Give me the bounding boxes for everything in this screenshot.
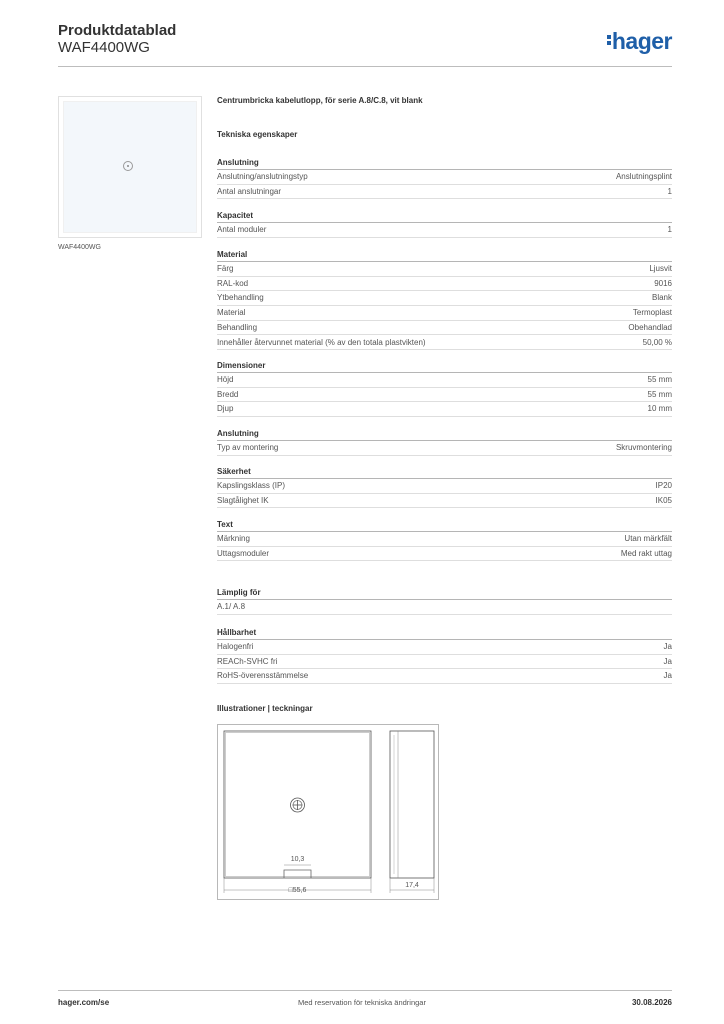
spec-label: Bredd [217,389,239,399]
spec-label: REACh-SVHC fri [217,656,278,666]
section-title: Dimensioner [217,360,672,373]
spec-value: 1 [667,225,672,234]
spec-value: Skruvmontering [615,443,672,452]
spec-row [217,291,672,306]
spec-label: Behandling [217,322,258,332]
spec-label: Höjd [217,375,234,384]
spec-row [217,170,672,185]
product-description: Centrumbricka kabelutlopp, för serie A.8/C.8, vit blank [217,96,423,105]
spec-label: Antal anslutningar [217,186,282,196]
spec-label: Ytbehandling [217,293,264,303]
section-title: Anslutning [217,428,672,441]
spec-label: RAL-kod [217,278,249,288]
spec-row [217,600,672,615]
header-title: Produktdatablad [58,22,177,39]
spec-label: RoHS-överensstämmelse [217,671,309,681]
spec-label: Uttagsmoduler [217,548,270,558]
spec-row [217,185,672,200]
spec-label: Material [217,308,246,318]
footer-divider [58,990,672,991]
dimension-depth-label: 17,4 [405,882,419,889]
spec-value: Utan märkfält [624,534,672,543]
spec-row [217,402,672,417]
spec-value: 55 mm [647,375,672,384]
spec-row [217,547,672,562]
section-title: Text [217,519,672,532]
spec-label: Kapslingsklass (IP) [217,481,286,490]
footer-website[interactable]: hager.com/se [58,998,110,1007]
spec-row [217,640,672,655]
spec-label: Antal moduler [217,225,267,234]
header-product-code: WAF4400WG [58,39,150,56]
spec-label: Djup [217,404,234,414]
cable-outlet-icon [123,161,133,171]
spec-row [217,373,672,388]
illustrations-title: Illustrationer | teckningar [217,704,313,713]
spec-value: Termoplast [632,308,672,318]
spec-value: Ljusvit [649,264,672,273]
spec-value: 55 mm [647,389,672,399]
spec-value: IK05 [655,495,672,505]
spec-label: Slagtålighet IK [217,495,269,505]
section-title: Säkerhet [217,466,672,479]
front-view-drawing [224,731,371,893]
spec-value: 9016 [654,278,672,288]
spec-row [217,223,672,238]
section-title: Anslutning [217,157,672,170]
hager-logo: hager [607,28,672,55]
spec-value: 10 mm [647,404,672,414]
spec-row [217,669,672,684]
spec-label: A.1/ A.8 [217,602,246,611]
spec-row [217,494,672,509]
dimension-slot-label: 10,3 [290,856,305,863]
product-photo [58,96,202,238]
spec-label: Anslutning/anslutningstyp [217,172,308,181]
spec-label: Halogenfri [217,642,254,651]
spec-value: Ja [663,671,672,681]
technical-heading: Tekniska egenskaper [217,130,298,139]
spec-label: Innehåller återvunnet material (% av den totala plastvikten) [217,337,426,347]
product-photo-caption: WAF4400WG [58,244,101,251]
header-divider [58,66,672,67]
spec-row [217,306,672,321]
spec-row [217,441,672,456]
spec-row [217,655,672,670]
technical-drawing [217,724,439,900]
spec-row [217,336,672,351]
dimension-width-label: □55,6 [288,887,307,894]
spec-value: 1 [667,186,672,196]
spec-label: Färg [217,264,234,273]
spec-value: Anslutningsplint [615,172,672,181]
spec-row [217,388,672,403]
section-title: Kapacitet [217,210,672,223]
spec-row [217,479,672,494]
footer-date: 30.08.2026 [631,998,672,1007]
footer-disclaimer: Med reservation för tekniska ändringar [298,998,426,1007]
spec-value: IP20 [655,481,672,490]
spec-value: 50,00 % [642,337,672,347]
spec-row [217,262,672,277]
spec-value: Med rakt uttag [620,548,672,558]
spec-label: Märkning [217,534,250,543]
spec-value: Ja [663,656,672,666]
section-title: Hållbarhet [217,627,672,640]
section-title: Lämplig för [217,587,672,600]
spec-value: Blank [651,293,672,303]
spec-label: Typ av montering [217,443,279,452]
side-view-drawing [390,731,434,893]
section-title: Material [217,249,672,262]
spec-row [217,532,672,547]
spec-value: Obehandlad [628,322,672,332]
spec-row [217,277,672,292]
spec-row [217,321,672,336]
spec-value: Ja [663,642,672,651]
